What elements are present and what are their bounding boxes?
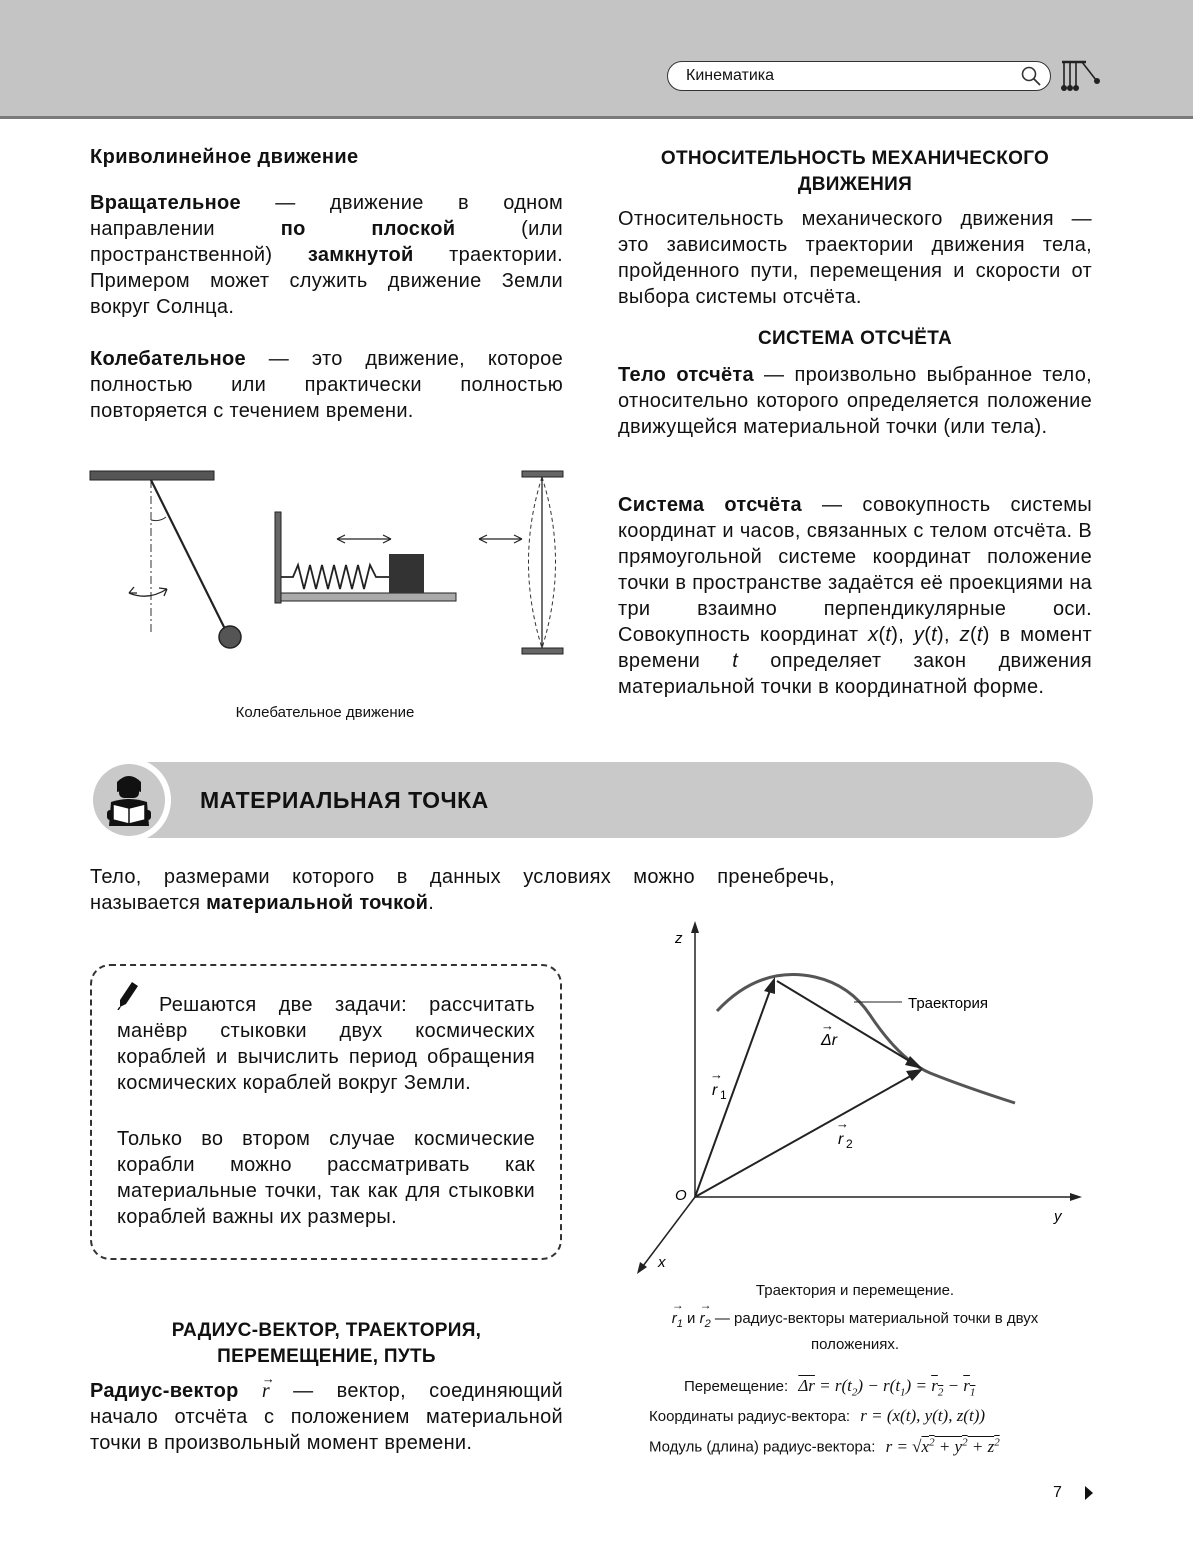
oscillation-paragraph: Колебательное — это движение, которое полностью или практически полностью повторяется с течением времени. — [90, 348, 563, 422]
pendulum-support — [90, 471, 214, 480]
string-top-clamp — [522, 471, 563, 477]
radius-vector-heading: РАДИУС-ВЕКТОР, ТРАЕКТОРИЯ, ПЕРЕМЕЩЕНИЕ, ПУТЬ — [171, 1320, 482, 1367]
r2-vector — [695, 1073, 916, 1197]
trajectory-curve — [717, 975, 1015, 1103]
figure-caption-1: Траектория и перемещение. — [755, 1282, 955, 1299]
r1-label: r — [712, 1082, 718, 1099]
trajectory-figure — [620, 915, 1090, 1285]
r2-sub: 2 — [846, 1137, 853, 1151]
modulus-formula: Модуль (длина) радиус-вектора: $r = √x^2 + y^2 + z^2$ — [649, 1436, 1000, 1456]
note-paragraph-1: Решаются две задачи: рассчитать манёвр стыковки двух космических кораблей и вычислить период обращения космических кораблей вокруг Земли. — [117, 994, 535, 1094]
reference-system-heading: СИСТЕМА ОТСЧЁТА — [757, 328, 953, 349]
spring-wall — [275, 512, 281, 603]
pendulum-bob — [219, 626, 241, 648]
coordinates-formula: Координаты радиус-вектора: r = (x(t), y(t), z(t)) — [649, 1406, 986, 1425]
delta-r-label: Δr — [821, 1032, 838, 1049]
figure-caption-3: положениях. — [810, 1336, 900, 1353]
pendulum-string — [151, 480, 225, 629]
r2-label: r — [838, 1131, 844, 1148]
pendulum-angle-arc — [151, 517, 166, 521]
reference-body-paragraph: Тело отсчёта — произвольно выбранное тело, относительно которого определяется положение движущейся материальной точки (или тела). — [618, 364, 1092, 438]
relativity-heading: ОТНОСИТЕЛЬНОСТЬ МЕХАНИЧЕСКОГО ДВИЖЕНИЯ — [660, 148, 1050, 195]
delta-r-vector — [777, 981, 916, 1065]
delta-r-arrow: → — [821, 1018, 834, 1033]
curvilinear-heading: Криволинейное движение — [90, 146, 359, 168]
rotational-paragraph: Вращательное — движение в одном направлении по плоской (или пространственной) замкнутой траектории. Примером может служить движение Земли вокруг Солнца. — [90, 192, 564, 318]
material-point-definition: Тело, размерами которого в данных условиях можно пренебречь, называется материальной точкой. — [90, 866, 835, 914]
oscillation-figure — [85, 465, 570, 665]
search-icon[interactable] — [1020, 65, 1042, 92]
r1-vector — [695, 985, 772, 1197]
pendulum-logo-icon — [1060, 60, 1102, 99]
figure-caption-2: → $r_1$ и → $r_2$ — радиус-векторы материальной точки в двух — [671, 1298, 1039, 1330]
svg-text:→: → — [836, 1116, 849, 1131]
axis-y-label: y — [1054, 1208, 1062, 1225]
page-header — [0, 0, 1193, 119]
trajectory-label: Траектория — [908, 995, 988, 1012]
origin-label: O — [675, 1187, 687, 1204]
note-paragraph-2: Только во втором случае космические корабли можно рассматривать как материальные точки, так как для стыковки кораблей важны их размеры. — [117, 1128, 535, 1228]
reading-person-icon — [103, 772, 155, 828]
spring-floor — [281, 593, 456, 601]
search-input[interactable]: Кинематика — [686, 67, 775, 84]
r1-sub: 1 — [720, 1088, 727, 1102]
relativity-paragraph: Относительность механического движения — это зависимость траектории движения тела, пройденного пути, перемещения и скорости от выбора системы отсчёта. — [618, 208, 1092, 308]
displacement-formula: Перемещение: $\overline{\Delta r} = r(t_2) - r(t_1) = r_2 - r_1$ — [684, 1376, 976, 1399]
radius-vector-paragraph: Радиус-вектор → r — вектор, соединяющий начало отсчёта с положением материальной точки в произвольный момент времени. — [90, 1371, 563, 1454]
page-number: 7 — [1053, 1484, 1062, 1501]
oscillation-caption: Колебательное движение — [235, 704, 415, 721]
search-box[interactable] — [667, 61, 1051, 91]
next-page-arrow-icon[interactable] — [1083, 1484, 1095, 1502]
reference-system-paragraph: Система отсчёта — совокупность системы координат и часов, связанных с телом отсчёта. В прямоугольной системе координат положение точки в пространстве задаётся её проекциями на три взаимно перпендикулярные оси. Совокупность координат x(t), y(t), z(t) в момент времени t определяет закон движения материальной точки в координатной форме. — [618, 494, 1092, 698]
section-title: МАТЕРИАЛЬНАЯ ТОЧКА — [200, 787, 489, 813]
spring-coil — [281, 565, 389, 589]
x-axis — [640, 1197, 695, 1270]
string-bottom-clamp — [522, 648, 563, 654]
axis-z-label: z — [675, 930, 683, 947]
spring-block — [389, 554, 424, 593]
axis-x-label: x — [658, 1254, 666, 1271]
svg-text:→: → — [710, 1067, 723, 1082]
